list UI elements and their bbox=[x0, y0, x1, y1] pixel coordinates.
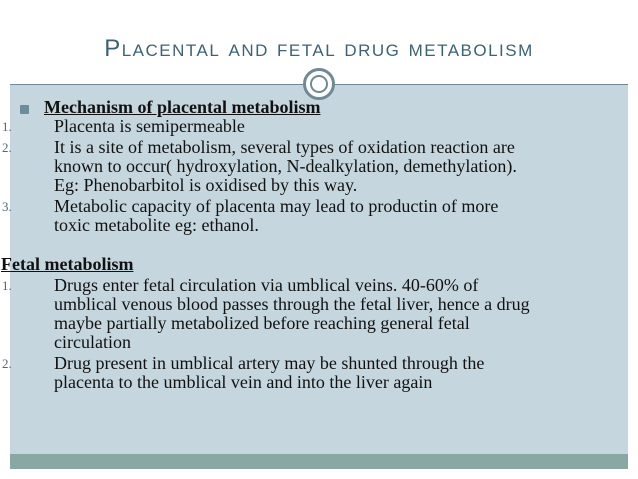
section1-heading: Mechanism of placental metabolism bbox=[44, 97, 321, 117]
section1-item-2 bbox=[0, 138, 618, 195]
item-number: 2. bbox=[2, 140, 12, 155]
section2-heading: Fetal metabolism bbox=[1, 254, 134, 274]
section1-item-3 bbox=[0, 197, 618, 235]
item-number: 1. bbox=[2, 278, 12, 293]
section2-item-2 bbox=[0, 354, 618, 392]
bottom-bar bbox=[10, 454, 628, 469]
item-line: circulation bbox=[54, 332, 131, 352]
square-bullet-icon bbox=[20, 105, 29, 114]
item-line: placenta to the umblical vein and into the liver again bbox=[54, 372, 433, 392]
slide-body bbox=[0, 98, 618, 392]
item-line: It is a site of metabolism, several types of oxidation reaction are bbox=[54, 137, 515, 157]
item-line: Metabolic capacity of placenta may lead to productin of more bbox=[54, 196, 499, 216]
item-line: umblical venous blood passes through the fetal liver, hence a drug bbox=[54, 294, 530, 314]
section2-item-1 bbox=[0, 276, 618, 352]
item-line: Eg: Phenobarbitol is oxidised by this way. bbox=[54, 175, 358, 195]
ring-ornament-icon bbox=[303, 68, 335, 100]
section1-item-1 bbox=[0, 117, 618, 136]
item-number: 1. bbox=[2, 119, 12, 134]
item-number: 2. bbox=[2, 356, 12, 371]
item-line: Drugs enter fetal circulation via umblical veins. 40-60% of bbox=[54, 275, 479, 295]
section1-heading-row bbox=[16, 98, 618, 117]
ring-inner-icon bbox=[310, 75, 328, 93]
item-line: toxic metabolite eg: ethanol. bbox=[54, 215, 259, 235]
item-line: Drug present in umblical artery may be shunted through the bbox=[54, 353, 485, 373]
item-line: known to occur( hydroxylation, N-dealkylation, demethylation). bbox=[54, 156, 517, 176]
item-line: Placenta is semipermeable bbox=[54, 116, 245, 136]
slide-title: Placental and fetal drug metabolism bbox=[104, 35, 534, 62]
item-line: maybe partially metabolized before reaching general fetal bbox=[54, 313, 470, 333]
item-number: 3. bbox=[2, 199, 12, 214]
